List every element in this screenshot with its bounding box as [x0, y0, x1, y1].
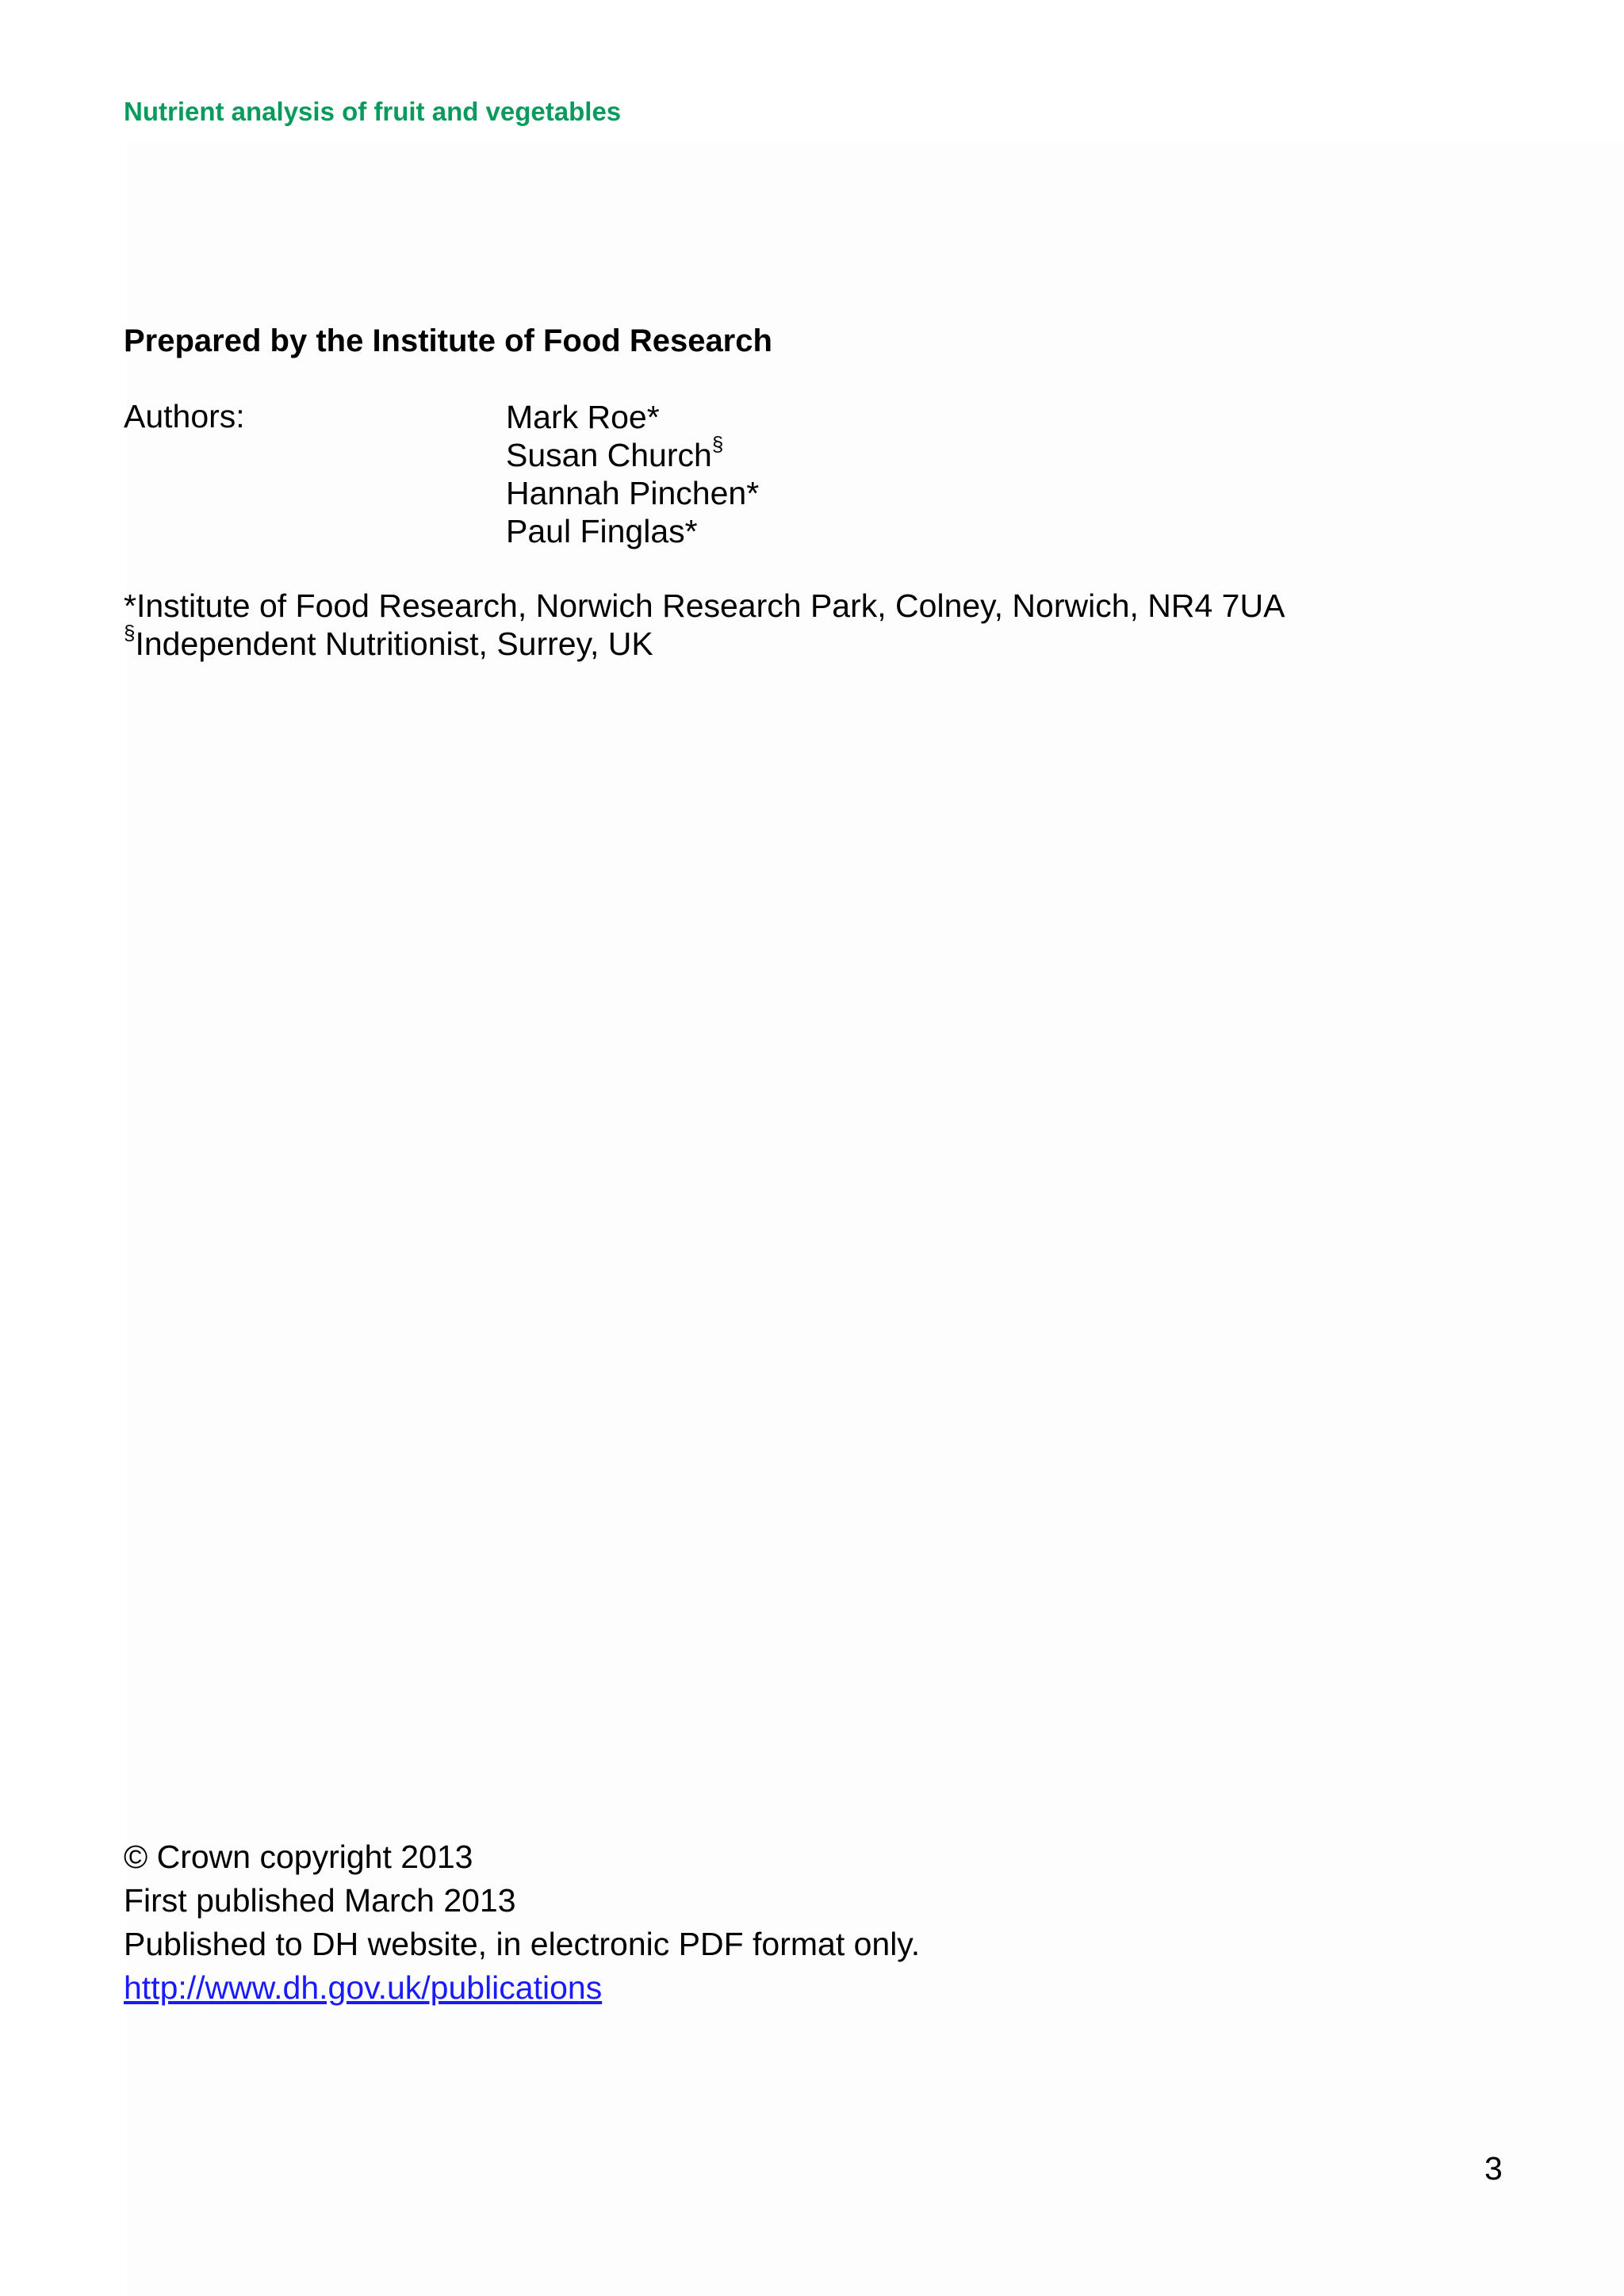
- author-mark: *: [746, 475, 760, 511]
- authors-list: [506, 398, 759, 550]
- author-name: Susan Church: [506, 437, 712, 473]
- copyright-line: © Crown copyright 2013: [124, 1839, 473, 1875]
- author-mark: *: [684, 513, 698, 549]
- running-header: Nutrient analysis of fruit and vegetables: [124, 97, 622, 126]
- first-published-line: First published March 2013: [124, 1882, 516, 1919]
- affiliation-line: [124, 621, 1285, 663]
- publication-info: [124, 1835, 920, 2010]
- affiliation-text: Institute of Food Research, Norwich Research Park, Colney, Norwich, NR4 7UA: [136, 587, 1285, 624]
- author-name: Hannah Pinchen: [506, 475, 747, 511]
- author-name: Mark Roe: [506, 399, 647, 435]
- publications-link[interactable]: http://www.dh.gov.uk/publications: [124, 1969, 603, 2006]
- author-mark: *: [646, 399, 660, 435]
- author-mark: §: [711, 432, 724, 457]
- format-note-line: Published to DH website, in electronic PDF format only.: [124, 1926, 921, 1962]
- authors-label: Authors:: [124, 398, 245, 434]
- author-item: [506, 398, 759, 436]
- affiliation-mark: §: [124, 621, 136, 645]
- author-item: [506, 512, 759, 550]
- author-name: Paul Finglas: [506, 513, 685, 549]
- affiliation-text: Independent Nutritionist, Surrey, UK: [135, 626, 653, 662]
- author-item: [506, 474, 759, 512]
- prepared-by-heading: Prepared by the Institute of Food Research: [124, 323, 772, 358]
- affiliation-mark: *: [124, 587, 136, 624]
- author-item: [506, 432, 759, 474]
- page-number: 3: [1484, 2150, 1503, 2187]
- affiliation-line: [124, 587, 1285, 625]
- affiliations: [124, 587, 1285, 663]
